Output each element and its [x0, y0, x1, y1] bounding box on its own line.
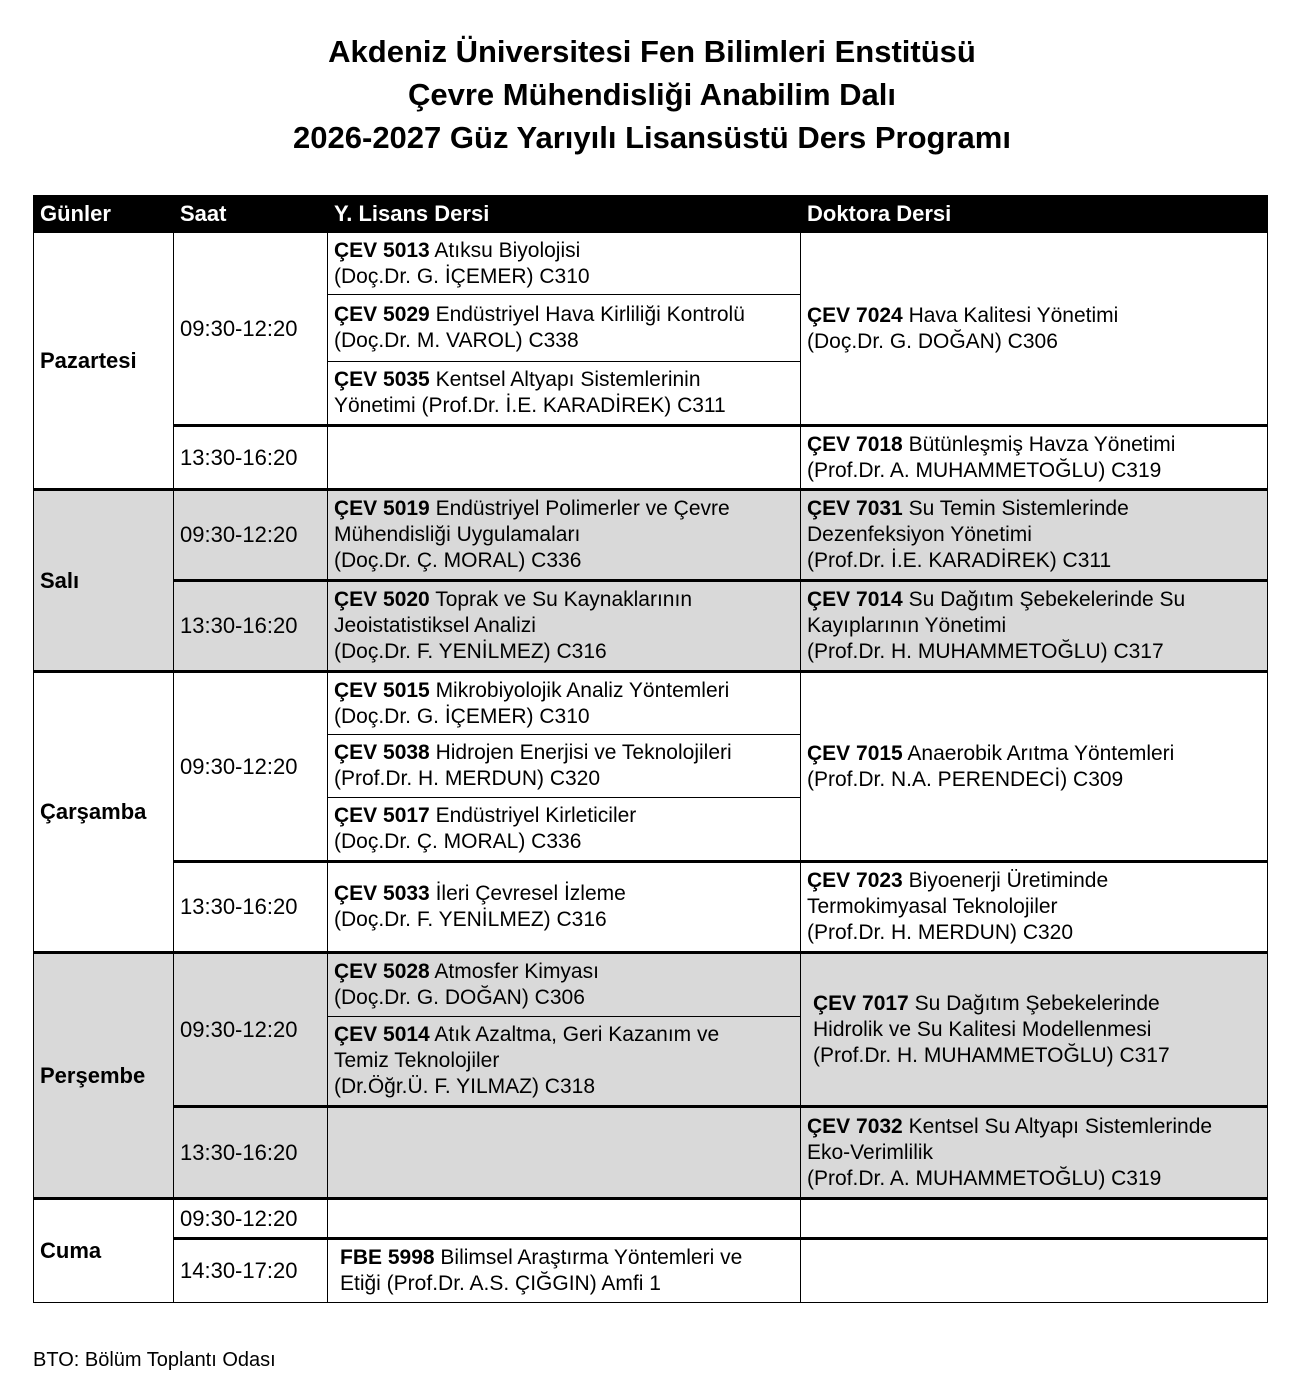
course-cell [328, 798, 801, 862]
course-detail: (Prof.Dr. H. MERDUN) C320 [807, 921, 1074, 944]
course-code: ÇEV 5013 [334, 238, 430, 262]
header-ms: Y. Lisans Dersi [328, 196, 801, 233]
table-row [34, 953, 1268, 1017]
day-thursday: Perşembe [34, 953, 174, 1199]
time-cell: 09:30-12:20 [174, 490, 328, 581]
course-name-line2: Mühendisliği Uygulamaları [334, 523, 581, 546]
table-row [34, 1107, 1268, 1199]
course-detail: Yönetimi (Prof.Dr. İ.E. KARADİREK) C311 [334, 394, 726, 417]
course-name: Kentsel Altyapı Sistemlerinin [429, 368, 701, 391]
course-cell [328, 862, 801, 953]
course-name: Hidrojen Enerjisi ve Teknolojileri [429, 741, 732, 764]
table-row [34, 426, 1268, 490]
title-line-1: Akdeniz Üniversitesi Fen Bilimleri Enstitüsü [328, 34, 976, 69]
course-detail: (Doç.Dr. F. YENİLMEZ) C316 [334, 640, 607, 663]
course-cell [801, 490, 1268, 581]
empty-cell [328, 1107, 801, 1199]
header-row [34, 196, 1268, 233]
course-detail: (Prof.Dr. N.A. PERENDECİ) C309 [807, 767, 1124, 791]
course-name: Endüstriyel Kirleticiler [429, 804, 637, 827]
course-code: ÇEV 5019 [334, 497, 430, 520]
time-cell: 09:30-12:20 [174, 1199, 328, 1239]
course-code: ÇEV 7023 [807, 869, 903, 892]
course-code: ÇEV 5029 [334, 303, 430, 326]
table-row [34, 1239, 1268, 1303]
course-cell [801, 672, 1268, 862]
course-detail: (Doç.Dr. Ç. MORAL) C336 [334, 549, 582, 572]
course-detail: (Doç.Dr. G. İÇEMER) C310 [334, 264, 590, 288]
course-code: ÇEV 5020 [334, 588, 430, 611]
course-code: ÇEV 7031 [807, 497, 903, 520]
course-name: İleri Çevresel İzleme [429, 882, 626, 905]
time-cell: 13:30-16:20 [174, 581, 328, 672]
course-detail: Etiği (Prof.Dr. A.S. ÇIĞGIN) Amfi 1 [340, 1272, 661, 1295]
title-line-3: 2026-2027 Güz Yarıyılı Lisansüstü Ders Programı [293, 120, 1011, 155]
course-detail: (Prof.Dr. İ.E. KARADİREK) C311 [807, 549, 1112, 572]
course-code: ÇEV 7024 [807, 303, 903, 327]
course-detail: (Prof.Dr. A. MUHAMMETOĞLU) C319 [807, 1166, 1162, 1190]
course-cell [328, 953, 801, 1017]
course-code: ÇEV 7014 [807, 588, 903, 611]
course-detail: (Prof.Dr. H. MUHAMMETOĞLU) C317 [813, 1043, 1170, 1067]
course-name: Endüstriyel Polimerler ve Çevre [429, 497, 730, 520]
course-code: ÇEV 7032 [807, 1114, 903, 1138]
table-row [34, 1199, 1268, 1239]
course-name: Atmosfer Kimyası [429, 960, 599, 983]
table-row [34, 862, 1268, 953]
time-cell: 14:30-17:20 [174, 1239, 328, 1303]
time-cell: 13:30-16:20 [174, 1107, 328, 1199]
course-cell [801, 953, 1268, 1107]
course-cell [328, 490, 801, 581]
day-friday: Cuma [34, 1199, 174, 1303]
course-code: ÇEV 7017 [813, 991, 909, 1015]
course-code: ÇEV 7018 [807, 432, 903, 456]
course-name: Biyoenerji Üretiminde [902, 869, 1109, 892]
empty-cell [328, 1199, 801, 1239]
page-title [0, 30, 1304, 159]
empty-cell [328, 426, 801, 490]
title-line-2: Çevre Mühendisliği Anabilim Dalı [407, 77, 897, 112]
course-code: ÇEV 7015 [807, 741, 903, 765]
course-name: Toprak ve Su Kaynaklarının [429, 588, 692, 611]
course-detail: (Doç.Dr. M. VAROL) C338 [334, 329, 579, 352]
course-detail: (Dr.Öğr.Ü. F. YILMAZ) C318 [334, 1075, 596, 1098]
header-time: Saat [174, 196, 328, 233]
footnote: BTO: Bölüm Toplantı Odası [33, 1349, 276, 1371]
course-code: ÇEV 5035 [334, 368, 430, 391]
time-cell: 09:30-12:20 [174, 953, 328, 1107]
course-cell [801, 233, 1268, 426]
course-name-line2: Dezenfeksiyon Yönetimi [807, 523, 1032, 546]
course-name: Su Dağıtım Şebekelerinde [908, 991, 1160, 1015]
course-cell [328, 295, 801, 362]
course-cell [328, 581, 801, 672]
course-cell [328, 672, 801, 735]
course-code: ÇEV 5033 [334, 882, 430, 905]
course-detail: (Doç.Dr. G. DOĞAN) C306 [334, 986, 585, 1009]
course-name: Atıksu Biyolojisi [429, 238, 581, 262]
course-detail: (Doç.Dr. Ç. MORAL) C336 [334, 830, 582, 853]
empty-cell [801, 1239, 1268, 1303]
course-cell [801, 1107, 1268, 1199]
schedule-table [33, 195, 1268, 1303]
course-name: Su Dağıtım Şebekelerinde Su [902, 588, 1186, 611]
course-cell [801, 862, 1268, 953]
course-name: Kentsel Su Altyapı Sistemlerinde [902, 1114, 1213, 1138]
course-cell [328, 233, 801, 295]
empty-cell [801, 1199, 1268, 1239]
course-code: FBE 5998 [340, 1246, 435, 1269]
table-row [34, 672, 1268, 735]
course-detail: (Prof.Dr. H. MUHAMMETOĞLU) C317 [807, 640, 1164, 663]
header-day: Günler [34, 196, 174, 233]
course-name: Mikrobiyolojik Analiz Yöntemleri [429, 678, 730, 702]
course-name-line2: Jeoistatistiksel Analizi [334, 614, 536, 637]
day-monday: Pazartesi [34, 233, 174, 490]
course-detail: (Doç.Dr. G. İÇEMER) C310 [334, 704, 590, 728]
course-name-line2: Temiz Teknolojiler [334, 1049, 500, 1072]
time-cell: 13:30-16:20 [174, 862, 328, 953]
course-name: Endüstriyel Hava Kirliliği Kontrolü [429, 303, 745, 326]
course-cell [328, 1017, 801, 1107]
course-name-line2: Termokimyasal Teknolojiler [807, 895, 1058, 918]
time-cell: 09:30-12:20 [174, 672, 328, 862]
header-phd: Doktora Dersi [801, 196, 1268, 233]
course-name: Su Temin Sistemlerinde [902, 497, 1129, 520]
course-name-line2: Eko-Verimlilik [807, 1140, 934, 1164]
course-name: Bilimsel Araştırma Yöntemleri ve [434, 1246, 743, 1269]
table-row [34, 581, 1268, 672]
course-code: ÇEV 5028 [334, 960, 430, 983]
day-wednesday: Çarşamba [34, 672, 174, 953]
table-row [34, 233, 1268, 295]
course-detail: (Doç.Dr. F. YENİLMEZ) C316 [334, 908, 607, 931]
course-name-line2: Hidrolik ve Su Kalitesi Modellenmesi [813, 1017, 1152, 1041]
course-cell [328, 1239, 801, 1303]
time-cell: 09:30-12:20 [174, 233, 328, 426]
course-cell [801, 581, 1268, 672]
course-name-line2: Kayıplarının Yönetimi [807, 614, 1007, 637]
course-name: Anaerobik Arıtma Yöntemleri [902, 741, 1175, 765]
course-detail: (Prof.Dr. H. MERDUN) C320 [334, 767, 601, 790]
course-code: ÇEV 5017 [334, 804, 430, 827]
course-name: Bütünleşmiş Havza Yönetimi [902, 432, 1176, 456]
day-tuesday: Salı [34, 490, 174, 672]
table-row [34, 490, 1268, 581]
course-detail: (Doç.Dr. G. DOĞAN) C306 [807, 329, 1058, 353]
course-detail: (Prof.Dr. A. MUHAMMETOĞLU) C319 [807, 458, 1162, 482]
course-code: ÇEV 5038 [334, 741, 430, 764]
course-name: Atık Azaltma, Geri Kazanım ve [429, 1023, 720, 1046]
course-cell [328, 362, 801, 426]
course-cell [801, 426, 1268, 490]
course-cell [328, 735, 801, 798]
time-cell: 13:30-16:20 [174, 426, 328, 490]
course-code: ÇEV 5014 [334, 1023, 430, 1046]
course-code: ÇEV 5015 [334, 678, 430, 702]
course-name: Hava Kalitesi Yönetimi [902, 303, 1119, 327]
